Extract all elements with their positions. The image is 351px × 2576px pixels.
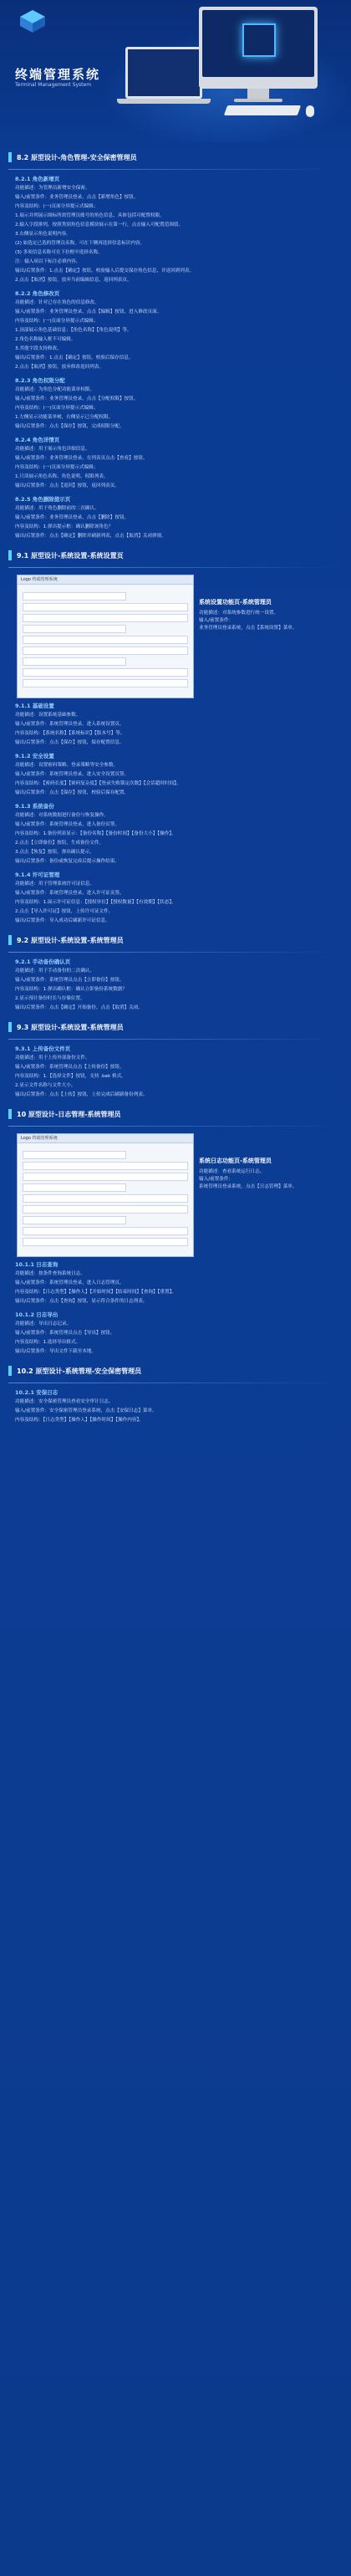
section bbox=[8, 147, 343, 540]
prototype-form-row bbox=[23, 1183, 126, 1192]
paragraph: 功能描述：针对已存在角色的信息修改。 bbox=[15, 300, 99, 305]
prototype-form-row bbox=[23, 614, 188, 622]
paragraph: 功能描述：导出日志记录。 bbox=[15, 1321, 72, 1326]
subsection-title: 9.1.2 安全设置 bbox=[15, 753, 54, 759]
paragraph: 1.只读展示角色名称、角色说明、权限列表。 bbox=[15, 474, 109, 479]
prototype-description bbox=[199, 1157, 349, 1191]
section-heading bbox=[8, 1361, 343, 1381]
prototype-window-title: Logo 终端管理系统 bbox=[18, 575, 193, 585]
section bbox=[8, 930, 343, 1012]
paragraph: 功能描述：用于展示角色详细信息。 bbox=[15, 447, 90, 452]
prototype-form-row bbox=[23, 1238, 188, 1246]
section-heading bbox=[8, 147, 343, 167]
paragraph: 输出/后置条件：导出文件下载至本地。 bbox=[15, 1349, 96, 1354]
paragraph: 功能描述：用于手动备份的二次确认。 bbox=[15, 969, 95, 974]
paragraph: 功能描述：安全保密管理员查看安全审计日志。 bbox=[15, 1399, 114, 1404]
cube-logo-icon bbox=[18, 8, 47, 33]
paragraph: 注：输入项以下标注必填内容。 bbox=[15, 259, 81, 264]
paragraph: 输入/前置条件：业务管理员登录，点击【编辑】按钮，进入修改页面。 bbox=[15, 309, 162, 314]
prototype-description-title: 系统设置功能页-系统管理员 bbox=[199, 599, 272, 606]
paragraph: 内容及结构：【密码长度】【密码复杂度】【登录失败锁定次数】【会话超时时间】。 bbox=[15, 781, 181, 786]
prototype-description bbox=[199, 598, 349, 632]
prototype-form-row bbox=[23, 1205, 188, 1214]
page-title: 终端管理系统 bbox=[15, 67, 101, 82]
paragraph: 输入/前置条件：业务管理员登录，点击【删除】按钮。 bbox=[15, 515, 130, 520]
paragraph: 输入/前置条件：系统管理员点击【上传备份】按钮。 bbox=[15, 1065, 125, 1070]
prototype-description-text: 输入/前置条件： bbox=[199, 1177, 234, 1182]
paragraph: 2.点击【导入许可证】按钮，上传许可证文件。 bbox=[15, 909, 114, 914]
paragraph: 输入/前置条件：系统管理员登录，进入日志管理页。 bbox=[15, 1280, 125, 1285]
paragraph: 输出/后置条件：点击【查询】按钮，显示符合条件的日志列表。 bbox=[15, 1299, 148, 1304]
paragraph: 输出/后置条件：点击【保存】按钮，保存配置信息。 bbox=[15, 740, 125, 745]
paragraph: 输出/后置条件：导入成功后刷新许可证信息。 bbox=[15, 918, 110, 923]
paragraph: 输入/前置条件：系统管理员点击【导出】按钮。 bbox=[15, 1331, 115, 1336]
subsection-title: 9.1.3 系统备份 bbox=[15, 803, 54, 810]
paragraph: 内容及结构：(一)页面分屏提示式编辑； bbox=[15, 406, 99, 411]
prototype-screenshot bbox=[17, 575, 334, 697]
section-marker bbox=[8, 1366, 12, 1376]
paragraph: 内容及结构：1.展示许可证信息：【授权单位】【授权数量】【有效期】【状态】。 bbox=[15, 900, 176, 905]
paragraph: 2.显示预计备份时长与存储位置。 bbox=[15, 996, 85, 1001]
paragraph: 1.顶部展示角色基础信息：【角色名称】【角色说明】等。 bbox=[15, 328, 132, 333]
monitor-base bbox=[234, 99, 282, 102]
chip-icon bbox=[242, 23, 276, 57]
section bbox=[8, 545, 343, 925]
section-title: 8.2 原型设计-角色管理-安全保密管理员 bbox=[17, 153, 137, 161]
paragraph: 功能描述：为角色分配功能菜单权限。 bbox=[15, 387, 95, 392]
paragraph: 输出/后置条件：点击【保存】按钮，完成权限分配。 bbox=[15, 424, 125, 429]
paragraph: 输出/后置条件：点击【上传】按钮，上传完成后刷新备份列表。 bbox=[15, 1092, 148, 1097]
paragraph: 2.点击【立即备份】按钮，生成备份文件。 bbox=[15, 841, 104, 846]
paragraph: 内容及结构：1.弹出确认框：确认立即备份系统数据？ bbox=[15, 987, 127, 992]
prototype-form-row bbox=[23, 668, 188, 677]
paragraph: 输入/前置条件：系统管理员登录，进入备份页签。 bbox=[15, 822, 120, 827]
paragraph: 内容及结构：【日志类型】【操作人】【操作时间】【操作内容】。 bbox=[15, 1418, 144, 1423]
prototype-window-title: Logo 终端管理系统 bbox=[18, 1134, 193, 1143]
paragraph: 功能描述：按条件查询系统日志。 bbox=[15, 1271, 85, 1276]
section-heading bbox=[8, 930, 343, 950]
mouse-illustration bbox=[306, 105, 314, 117]
prototype-form-row bbox=[23, 1151, 126, 1159]
prototype-form-row bbox=[23, 679, 188, 687]
paragraph: 输入/前置条件：业务管理员登录，点击【新增角色】按钮。 bbox=[15, 195, 139, 200]
paragraph: 2.点击【取消】按钮，放弃修改返回列表。 bbox=[15, 365, 104, 370]
prototype-form-row bbox=[23, 592, 126, 601]
section-title: 9.3 原型设计-系统设置-系统管理员 bbox=[17, 1023, 124, 1031]
paragraph: 输入/前置条件：系统管理员点击【立即备份】按钮。 bbox=[15, 978, 125, 983]
prototype-description-text: 功能描述：对系统参数进行统一设置。 bbox=[199, 611, 279, 616]
paragraph: 内容及结构：1.弹出提示框：确认删除该角色？ bbox=[15, 524, 114, 529]
prototype-form-row bbox=[23, 1227, 188, 1235]
paragraph: 功能描述：设置密码策略、登录策略等安全参数。 bbox=[15, 763, 119, 768]
paragraph: 内容及结构：【日志类型】【操作人】【开始时间】【结束时间】【查询】【重置】。 bbox=[15, 1290, 176, 1295]
section bbox=[8, 1017, 343, 1099]
paragraph: 内容及结构：(一)页面分屏提示式编辑； bbox=[15, 319, 99, 324]
prototype-form-row bbox=[23, 1162, 188, 1170]
paragraph: 输出/后置条件：备份或恢复完成后提示操作结果。 bbox=[15, 859, 120, 864]
paragraph: 输出/后置条件：1.点击【确定】按钮，校验输入后提交保存角色信息，并返回到列表。 bbox=[15, 268, 195, 273]
paragraph: 功能描述：用于上传外部备份文件。 bbox=[15, 1055, 90, 1061]
prototype-window bbox=[17, 1133, 194, 1257]
laptop-base bbox=[117, 99, 211, 104]
section-title: 10.2 原型设计-系统管理-安全保密管理员 bbox=[17, 1367, 142, 1375]
prototype-description-title: 系统日志功能页-系统管理员 bbox=[199, 1158, 272, 1164]
keyboard-illustration bbox=[224, 105, 301, 115]
paragraph: 内容及结构：【系统名称】【系统标识】【版本号】等。 bbox=[15, 731, 125, 736]
paragraph: 1.展示并列展示图标所需管理员账号的角色信息，具体包括可配置权限。 bbox=[15, 213, 165, 218]
content bbox=[0, 147, 351, 1424]
paragraph: 输入/前置条件：业务管理员登录，在列表页点击【查看】按钮。 bbox=[15, 456, 148, 461]
paragraph: (3) 多项信息名称可在下拉框中选择名称。 bbox=[15, 250, 103, 255]
section bbox=[8, 1361, 343, 1424]
prototype-form-row bbox=[23, 625, 126, 633]
paragraph: 内容及结构：1.选择导出格式。 bbox=[15, 1340, 81, 1345]
subsection-title: 9.1.1 基础设置 bbox=[15, 703, 54, 709]
prototype-window bbox=[17, 575, 194, 698]
section-marker bbox=[8, 1109, 12, 1119]
hero-banner bbox=[0, 0, 351, 142]
paragraph: 输出/后置条件：点击【返回】按钮，返回列表页。 bbox=[15, 483, 120, 488]
section-divider bbox=[8, 567, 343, 568]
paragraph: 输入/前置条件：业务管理员登录，点击【分配权限】按钮。 bbox=[15, 396, 139, 401]
section-divider bbox=[8, 1039, 343, 1040]
paragraph: 输入/前置条件：系统管理员登录，进入安全设置页签。 bbox=[15, 772, 130, 777]
subsection-title: 8.2.2 角色修改页 bbox=[15, 290, 60, 297]
paragraph: 内容及结构：(一)页面分屏提示式编辑； bbox=[15, 465, 99, 470]
paragraph: 功能描述：对系统数据进行备份与恢复操作。 bbox=[15, 813, 109, 818]
paragraph: 功能描述：设置系统基础参数。 bbox=[15, 713, 81, 718]
prototype-description-text: 系统管理员登录系统，点击【日志管理】菜单。 bbox=[199, 1184, 298, 1189]
prototype-description-text: 功能描述：查看系统运行日志。 bbox=[199, 1169, 265, 1174]
subsection-title: 10.1.1 日志查询 bbox=[15, 1261, 58, 1268]
paragraph: 功能描述：用于管理系统许可证信息。 bbox=[15, 882, 95, 887]
prototype-form-row bbox=[23, 647, 188, 655]
subsection-title: 10.1.2 日志导出 bbox=[15, 1311, 58, 1318]
paragraph: 输出/后置条件：点击【保存】按钮，校验后保存配置。 bbox=[15, 790, 130, 795]
prototype-form-row bbox=[23, 1173, 188, 1181]
paragraph: 内容及结构：1.【选择文件】按钮，支持 .bak 格式。 bbox=[15, 1074, 126, 1079]
subsection-title: 9.2.1 手动备份确认页 bbox=[15, 958, 71, 965]
section-title: 10 原型设计-日志管理-系统管理员 bbox=[17, 1110, 121, 1118]
prototype-form-row bbox=[23, 1216, 126, 1224]
section-marker bbox=[8, 935, 12, 945]
section-heading bbox=[8, 545, 343, 565]
paragraph: 输入/前置条件：系统管理员登录，进入许可证页签。 bbox=[15, 891, 125, 896]
subsection-title: 8.2.5 角色删除提示页 bbox=[15, 496, 71, 503]
prototype-form-row bbox=[23, 636, 188, 644]
paragraph: 3.点击【恢复】按钮，弹出确认提示。 bbox=[15, 850, 94, 855]
subsection-title: 8.2.1 角色新增页 bbox=[15, 176, 60, 182]
paragraph: 输出/后置条件：1.点击【确定】按钮，校验后保存信息。 bbox=[15, 355, 134, 360]
subsection-title: 9.3.1 上传备份文件页 bbox=[15, 1045, 71, 1052]
subsection-title: 10.2.1 安保日志 bbox=[15, 1389, 58, 1396]
prototype-screenshot bbox=[17, 1133, 334, 1255]
laptop-illustration bbox=[125, 47, 202, 99]
section-divider bbox=[8, 169, 343, 170]
prototype-description-text: 业务管理员登录系统，点击【系统设置】菜单。 bbox=[199, 626, 298, 631]
subsection-title: 9.1.4 许可证管理 bbox=[15, 871, 60, 878]
section-marker bbox=[8, 1022, 12, 1032]
paragraph: 2.输入字段排列，按照类别角色信息模块展示在第一行，点击输入可配置范围值。 bbox=[15, 222, 184, 227]
section-divider bbox=[8, 1126, 343, 1127]
paragraph: 功能描述：用于角色删除前的二次确认。 bbox=[15, 506, 99, 511]
prototype-form-row bbox=[23, 603, 188, 611]
paragraph: 3.其他字段支持修改。 bbox=[15, 346, 62, 351]
paragraph: 输入/前置条件：系统管理员登录，进入系统设置页。 bbox=[15, 722, 125, 727]
paragraph: 输出/后置条件：点击【确定】删除并刷新列表，点击【取消】关闭弹窗。 bbox=[15, 534, 166, 539]
paragraph: 输入/前置条件：安全保密管理员登录系统，点击【安保日志】菜单。 bbox=[15, 1408, 157, 1413]
section bbox=[8, 1104, 343, 1356]
subsection-title: 8.2.3 角色权限分配 bbox=[15, 377, 65, 384]
section-marker bbox=[8, 550, 12, 560]
paragraph: 1.左侧显示功能菜单树，右侧显示已分配权限。 bbox=[15, 415, 114, 420]
paragraph: 内容及结构：(一)页面分屏提示式编辑； bbox=[15, 204, 99, 209]
paragraph: 2.角色名称输入框不可编辑。 bbox=[15, 337, 76, 342]
page-subtitle: Terminal Management System bbox=[15, 82, 92, 88]
monitor-illustration bbox=[199, 7, 318, 89]
section-title: 9.1 原型设计-系统设置-系统设置页 bbox=[17, 551, 124, 560]
paragraph: 内容及结构：1.备份列表显示：【备份名称】【备份时间】【备份大小】【操作】。 bbox=[15, 831, 176, 836]
paragraph: (2) 如选定已选的管理员名称，可在下侧再选择信息标识内容。 bbox=[15, 241, 145, 246]
paragraph: 输出/后置条件：点击【确定】开始备份，点击【取消】关闭。 bbox=[15, 1005, 143, 1010]
paragraph: 3.右侧显示角色说明内容。 bbox=[15, 232, 71, 237]
paragraph: 2.显示文件名称与文件大小。 bbox=[15, 1083, 76, 1088]
section-heading bbox=[8, 1017, 343, 1037]
paragraph: 2.点击【取消】按钮，放弃当前编辑信息，返回列表页。 bbox=[15, 278, 132, 283]
subsection-title: 8.2.4 角色详情页 bbox=[15, 437, 60, 443]
section-marker bbox=[8, 152, 12, 162]
paragraph: 功能描述：为管理员新增安全保密。 bbox=[15, 186, 90, 191]
prototype-form-row bbox=[23, 1194, 188, 1203]
prototype-form-row bbox=[23, 657, 126, 666]
section-heading bbox=[8, 1104, 343, 1124]
section-title: 9.2 原型设计-系统设置-系统管理员 bbox=[17, 936, 124, 944]
prototype-description-text: 输入/前置条件： bbox=[199, 618, 234, 623]
section-divider bbox=[8, 952, 343, 953]
